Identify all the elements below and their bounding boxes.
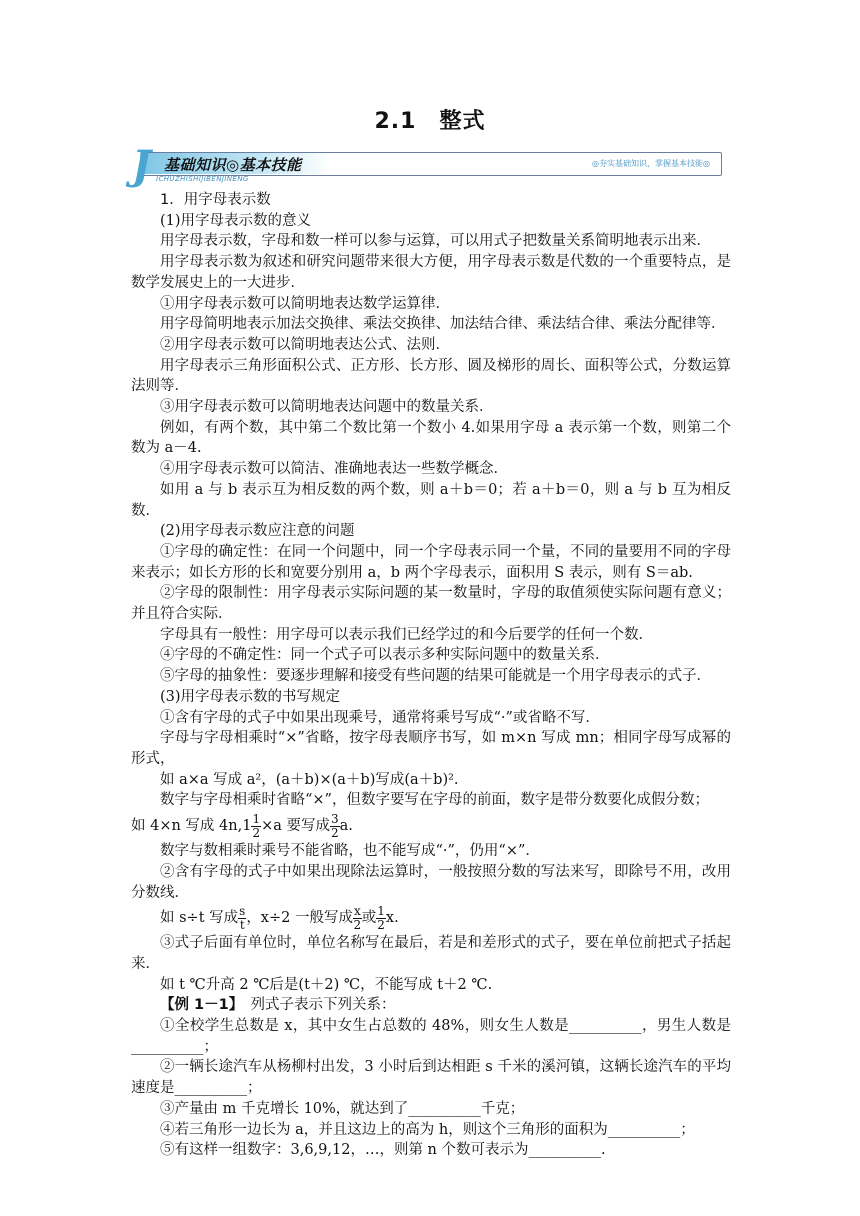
fraction bbox=[251, 813, 261, 840]
example-label: 【例 1－1】 bbox=[160, 997, 236, 1014]
text-segment: a. bbox=[339, 818, 353, 835]
banner-letter: J bbox=[132, 142, 151, 189]
fraction-line bbox=[131, 903, 731, 933]
paragraph: 用字母表示三角形面积公式、正方形、长方形、圆及梯形的周长、面积等公式，分数运算法则等． bbox=[131, 357, 731, 395]
example-heading bbox=[131, 995, 731, 1016]
numerator: 1 bbox=[377, 903, 385, 918]
text-segment: 或 bbox=[361, 910, 377, 927]
paragraph: ②含有字母的式子中如果出现除法运算时，一般按照分数的写法来写，即除号不用，改用分数线． bbox=[131, 863, 731, 901]
fraction bbox=[376, 905, 386, 932]
paragraph: 字母与字母相乘时“×”省略，按字母表顺序书写，如 m×n 写成 mn；相同字母写成幂的形式， bbox=[131, 730, 731, 767]
paragraph: ①用字母表示数可以简明地表达数学运算律． bbox=[160, 295, 450, 312]
exercise-item: ②一辆长途汽车从杨柳村出发，3 小时后到达相距 s 千米的溪河镇，这辆长途汽车的平均速度是__________； bbox=[131, 1059, 731, 1097]
numerator: x bbox=[353, 903, 361, 918]
paragraph: 字母具有一般性：用字母可以表示我们已经学过的和今后要学的任何一个数． bbox=[160, 626, 653, 643]
subheading: (3)用字母表示数的书写规定 bbox=[160, 688, 341, 705]
denominator: t bbox=[239, 917, 245, 932]
text-segment: 如 s÷t 写成 bbox=[160, 910, 239, 927]
heading-1: 1．用字母表示数 bbox=[160, 192, 271, 208]
denominator: 2 bbox=[252, 825, 261, 840]
banner-pinyin: ICHUZHISHIJIBENJINENG bbox=[156, 175, 249, 183]
paragraph: 用字母表示数，字母和数一样可以参与运算，可以用式子把数量关系简明地表示出来． bbox=[160, 233, 711, 250]
exercise-item: ④若三角形一边长为 a，并且这边上的高为 h，则这个三角形的面积为__________； bbox=[160, 1121, 695, 1138]
paragraph: 用字母简明地表示加法交换律、乘法交换律、加法结合律、乘法结合律、乘法分配律等． bbox=[160, 316, 726, 333]
paragraph: ③式子后面有单位时，单位名称写在最后，若是和差形式的式子，要在单位前把式子括起来． bbox=[131, 935, 731, 972]
paragraph: ④用字母表示数可以简洁、准确地表达一些数学概念． bbox=[160, 461, 508, 478]
subheading: (1)用字母表示数的意义 bbox=[160, 212, 312, 229]
text-segment: 如 4×n 写成 4n,1 bbox=[131, 818, 252, 835]
paragraph: ③用字母表示数可以简明地表达问题中的数量关系． bbox=[160, 399, 494, 416]
paragraph: ②用字母表示数可以简明地表达公式、法则． bbox=[160, 336, 450, 353]
fraction bbox=[353, 905, 362, 932]
numerator: s bbox=[239, 903, 246, 918]
paragraph: 如 t ℃升高 2 ℃后是(t＋2) ℃，不能写成 t＋2 ℃. bbox=[160, 976, 493, 993]
document-body bbox=[131, 190, 731, 1161]
paragraph: 用字母表示数为叙述和研究问题带来很大方便，用字母表示数是代数的一个重要特点，是数学发展史上的一大进步． bbox=[131, 254, 731, 291]
subheading: (2)用字母表示数应注意的问题 bbox=[160, 523, 355, 540]
numerator: 3 bbox=[331, 811, 339, 826]
example-intro: 列式子表示下列关系： bbox=[235, 997, 396, 1014]
denominator: 2 bbox=[377, 917, 385, 932]
denominator: 2 bbox=[353, 917, 362, 932]
paragraph: ④字母的不确定性：同一个式子可以表示多种实际问题中的数量关系． bbox=[160, 647, 610, 664]
denominator: 2 bbox=[331, 825, 339, 840]
paragraph: ①含有字母的式子中如果出现乘号，通常将乘号写成“·”或省略不写． bbox=[160, 709, 600, 726]
paragraph: 如用 a 与 b 表示互为相反数的两个数，则 a＋b＝0；若 a＋b＝0，则 a 与 b 互为相反数． bbox=[131, 481, 731, 519]
banner-label: 基础知识◎基本技能 bbox=[164, 156, 302, 174]
exercise-item: ①全校学生总数是 x，其中女生占总数的 48%，则女生人数是__________，男生人数是__________； bbox=[131, 1018, 731, 1055]
paragraph: 如 a×a 写成 a²，(a＋b)×(a＋b)写成(a＋b)². bbox=[160, 771, 459, 788]
section-banner bbox=[132, 142, 722, 189]
fraction-line bbox=[131, 811, 731, 841]
exercise-item: ⑤有这样一组数字：3,6,9,12，…，则第 n 个数可表示为__________. bbox=[160, 1142, 606, 1159]
exercise-item: ③产量由 m 千克增长 10%，就达到了__________千克； bbox=[160, 1100, 525, 1117]
paragraph: 例如，有两个数，其中第二个数比第一个数小 4.如果用字母 a 表示第一个数，则第二个数为 a－4. bbox=[131, 419, 731, 457]
text-segment: ，x÷2 一般写成 bbox=[246, 910, 353, 927]
banner-note: ◎夯实基础知识，掌握基本技能◎ bbox=[592, 159, 710, 168]
paragraph: 数字与数相乘时乘号不能省略，也不能写成“·”，仍用“×”． bbox=[160, 843, 540, 860]
fraction bbox=[330, 813, 340, 840]
text-segment: ×a 要写成 bbox=[261, 818, 330, 835]
numerator: 1 bbox=[252, 811, 261, 826]
paragraph: 数字与字母相乘时省略“×”，但数字要写在字母的前面，数字是带分数要化成假分数； bbox=[160, 792, 709, 809]
page-title: 2.1 整式 bbox=[374, 109, 486, 134]
paragraph: ⑤字母的抽象性：要逐步理解和接受有些问题的结果可能就是一个用字母表示的式子． bbox=[160, 668, 711, 685]
paragraph: ②字母的限制性：用字母表示实际问题的某一数量时，字母的取值须使实际问题有意义；并且符合实际． bbox=[131, 585, 731, 623]
paragraph: ①字母的确定性：在同一个问题中，同一个字母表示同一个量，不同的量要用不同的字母来表示；如长方形的长和宽要分别用 a，b 两个字母表示，面积用 S 表示，则有 S＝ab. bbox=[131, 543, 731, 581]
text-segment: x. bbox=[385, 910, 399, 927]
